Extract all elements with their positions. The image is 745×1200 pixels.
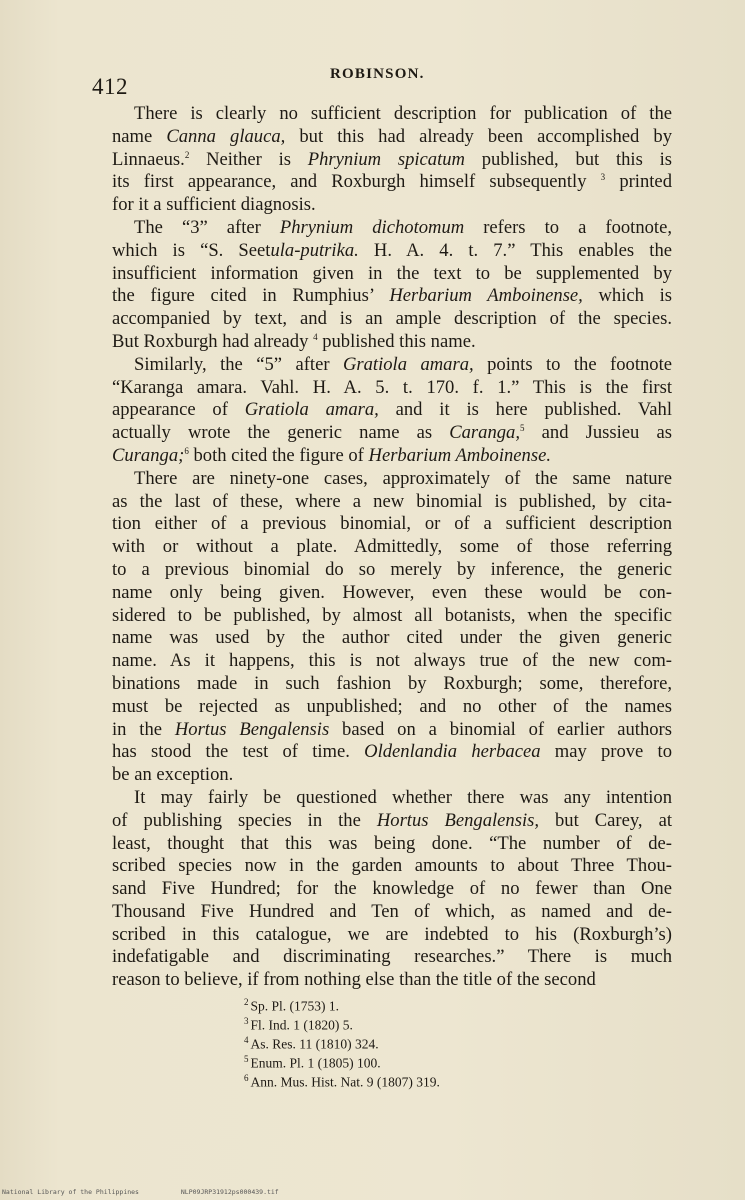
- footnote: [244, 993, 440, 1012]
- footnote-text: Sp. Pl. (1753) 1.: [250, 998, 340, 1014]
- scan-credit: [2, 1188, 317, 1196]
- text-line: has stood the test of time. Oldenlandia herbacea may prove to: [112, 741, 672, 763]
- paragraph: [112, 468, 672, 787]
- scan-credit-library: National Library of the Philippines: [2, 1188, 139, 1196]
- text-line: indefatigable and discriminating researches.” There is much: [112, 946, 672, 968]
- footnote: [244, 1012, 440, 1031]
- text-line: There is clearly no sufficient description for publication of the: [134, 103, 672, 124]
- text-line: for it a sufficient diagnosis.: [112, 194, 316, 216]
- text-line: There are ninety-one cases, approximately of the same nature: [134, 467, 672, 489]
- paragraph: [112, 217, 672, 354]
- text-line: name was used by the author cited under the given generic: [112, 627, 672, 649]
- paragraph: [112, 103, 672, 217]
- footnote: [244, 1069, 440, 1088]
- footnote-text: Enum. Pl. 1 (1805) 100.: [250, 1055, 381, 1071]
- text-line: least, thought that this was being done. “The number of de-: [112, 832, 672, 854]
- text-line: be an exception.: [112, 764, 234, 786]
- text-line: binations made in such fashion by Roxburgh; some, therefore,: [112, 672, 672, 694]
- text-line: reason to believe, if from nothing else than the title of the second: [112, 969, 596, 991]
- footnote: [244, 1050, 440, 1069]
- text-line: accompanied by text, and is an ample description of the species.: [112, 308, 672, 330]
- text-line: must be rejected as unpublished; and no other of the names: [112, 695, 672, 717]
- text-line: name Canna glauca, but this had already been accomplished by: [112, 125, 672, 147]
- scan-credit-file: NLP09JRP31912ps000439.tif: [180, 1188, 279, 1196]
- text-line: Similarly, the “5” after Gratiola amara, points to the footnote: [134, 353, 673, 375]
- footnote-mark: 6: [244, 1073, 249, 1083]
- text-line: It may fairly be questioned whether there was any intention: [134, 786, 672, 808]
- text-line: name only being given. However, even these would be con-: [112, 581, 672, 603]
- footnote-mark: 4: [244, 1035, 249, 1045]
- text-line: But Roxburgh had already $^4$ published this name.: [112, 330, 476, 352]
- text-line: scribed in this catalogue, we are indebted to his (Roxburgh’s): [112, 923, 672, 945]
- text-line: appearance of Gratiola amara, and it is here published. Vahl: [112, 399, 672, 421]
- text-line: Linnaeus.$^2$ Neither is Phrynium spicatum published, but this is: [112, 148, 672, 170]
- text-line: with or without a plate. Admittedly, some of those referring: [112, 536, 672, 558]
- text-line: tion either of a previous binomial, or of a sufficient description: [112, 513, 672, 535]
- text-line: The “3” after Phrynium dichotomum refers to a footnote,: [134, 216, 672, 238]
- text-line: Thousand Five Hundred and Ten of which, as named and de-: [112, 900, 672, 922]
- text-line: in the Hortus Bengalensis based on a binomial of earlier authors: [112, 718, 672, 740]
- footnote: [244, 1031, 440, 1050]
- running-head: ROBINSON.: [330, 66, 425, 82]
- footnote-mark: 3: [244, 1016, 249, 1026]
- text-line: name. As it happens, this is not always true of the new com-: [112, 650, 672, 672]
- text-line: its first appearance, and Roxburgh himself subsequently $^3$ printed: [112, 171, 672, 193]
- paragraph: [112, 787, 672, 992]
- text-line: actually wrote the generic name as Caranga,$^5$ and Jussieu as: [112, 422, 672, 444]
- footnotes: [244, 993, 440, 1088]
- text-line: to a previous binomial do so merely by inference, the generic: [112, 558, 672, 580]
- text-line: which is “S. Seetula-putrika. H. A. 4. t. 7.” This enables the: [112, 239, 672, 261]
- text-line: sand Five Hundred; for the knowledge of no fewer than One: [112, 878, 672, 900]
- text-line: as the last of these, where a new binomial is published, by cita-: [112, 490, 672, 512]
- paragraph: [112, 354, 672, 468]
- footnote-mark: 5: [244, 1054, 249, 1064]
- text-line: the figure cited in Rumphius’ Herbarium Amboinense, which is: [112, 285, 673, 307]
- text-line: Curanga;$^6$ both cited the figure of Herbarium Amboinense.: [112, 444, 551, 466]
- text-line: “Karanga amara. Vahl. H. A. 5. t. 170. f. 1.” This is the first: [112, 376, 672, 398]
- footnote-text: Fl. Ind. 1 (1820) 5.: [250, 1017, 353, 1033]
- text-line: of publishing species in the Hortus Bengalensis, but Carey, at: [112, 809, 672, 831]
- page-number: 412: [92, 74, 128, 99]
- footnote-mark: 2: [244, 997, 249, 1007]
- text-line: scribed species now in the garden amounts to about Three Thou-: [112, 855, 672, 877]
- footnote-text: Ann. Mus. Hist. Nat. 9 (1807) 319.: [250, 1074, 440, 1090]
- footnote-text: As. Res. 11 (1810) 324.: [250, 1036, 379, 1052]
- text-line: insufficient information given in the text to be supplemented by: [112, 262, 672, 284]
- body-text: [112, 103, 672, 992]
- text-line: sidered to be published, by almost all botanists, when the specific: [112, 604, 672, 626]
